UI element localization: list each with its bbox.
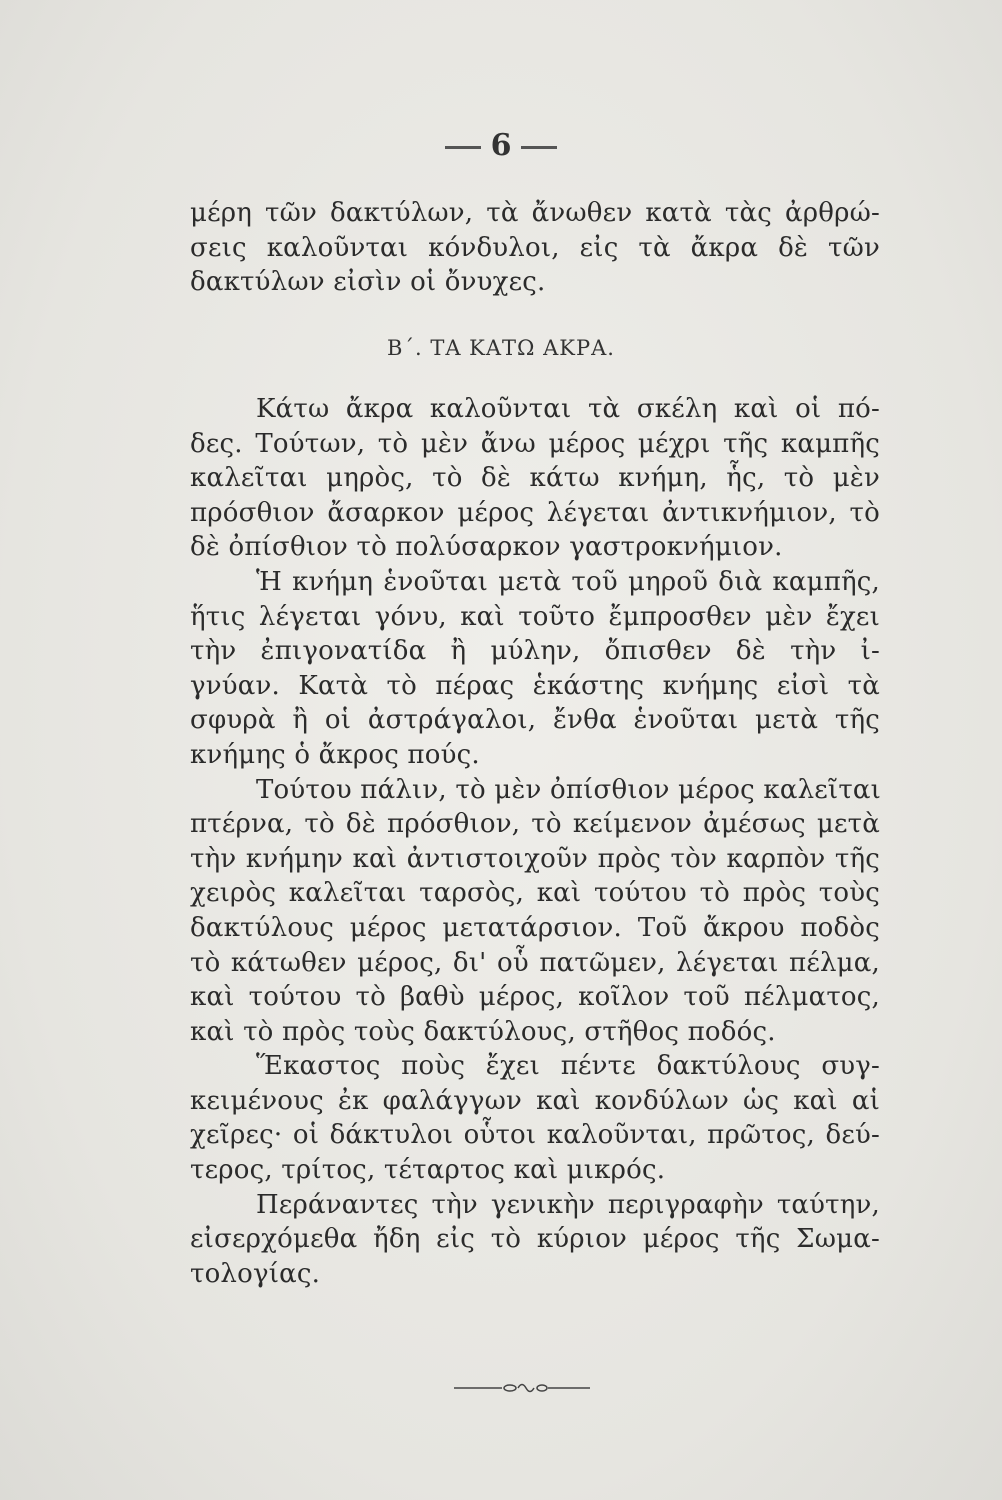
page-number-right-dash [521,146,557,149]
section-heading: Β΄. ΤΑ ΚΑΤΩ ΑΚΡΑ. [387,336,615,360]
text-line: γνύαν. Κατὰ τὸ πέρας ἑκάστης κνήμης εἰσὶ τὰ [190,670,880,701]
text-line: πρόσθιον ἄσαρκον μέρος λέγεται ἀντικνήμιον, τὸ [190,497,880,528]
text-line: τερος, τρίτος, τέταρτος καὶ μικρός. [190,1155,666,1186]
text-line: Τούτου πάλιν, τὸ μὲν ὀπίσθιον μέρος καλεῖται [256,774,882,805]
text-line: Κάτω ἄκρα καλοῦνται τὰ σκέλη καὶ οἱ πό- [256,394,880,424]
text-line: μέρη τῶν δακτύλων, τὰ ἄνωθεν κατὰ τὰς ἀρθρώ- [190,198,880,228]
text-line: ἥτις λέγεται γόνυ, καὶ τοῦτο ἔμπροσθεν μὲν ἔχει [190,601,880,632]
text-line: δὲ ὀπίσθιον τὸ πολύσαρκον γαστροκνήμιον. [190,532,783,563]
text-line: Περάναντες τὴν γενικὴν περιγραφὴν ταύτην, [256,1189,880,1220]
text-line: χεῖρες· οἱ δάκτυλοι οὗτοι καλοῦνται, πρῶτος, δεύ- [190,1120,880,1151]
text-line: χειρὸς καλεῖται ταρσὸς, καὶ τούτου τὸ πρὸς τοὺς [190,878,880,909]
text-line: Ἡ κνήμη ἑνοῦται μετὰ τοῦ μηροῦ διὰ καμπῆς, [256,566,880,597]
text-line: τὸ κάτωθεν μέρος, δι' οὗ πατῶμεν, λέγεται πέλμα, [190,947,880,978]
paragraph-fingers-continuation [190,196,880,300]
text-line: σφυρὰ ἢ οἱ ἀστράγαλοι, ἔνθα ἑνοῦται μετὰ τῆς [190,705,880,736]
text-line: κειμένους ἐκ φαλάγγων καὶ κονδύλων ὡς καὶ αἱ [190,1085,880,1116]
text-line: Ἕκαστος ποὺς ἔχει πέντε δακτύλους συγ- [256,1051,880,1082]
text-line: τὴν ἐπιγονατίδα ἢ μύλην, ὄπισθεν δὲ τὴν ἰ- [190,636,880,667]
text-line: τολογίας. [190,1258,321,1289]
text-line: κνήμης ὁ ἄκρος πούς. [190,739,480,770]
text-line: τὴν κνήμην καὶ ἀντιστοιχοῦν πρὸς τὸν καρπὸν τῆς [190,843,880,874]
text-line: πτέρνα, τὸ δὲ πρόσθιον, τὸ κείμενον ἀμέσως μετὰ [190,809,880,840]
page-number-left-dash [445,146,481,149]
end-ornament-icon [452,1378,592,1398]
text-line: καὶ τούτου τὸ βαθὺ μέρος, κοῖλον τοῦ πέλματος, [190,982,880,1013]
page-number-value: 6 [490,128,512,163]
text-line: καλεῖται μηρὸς, τὸ δὲ κάτω κνήμη, ἧς, τὸ μὲν [190,463,880,494]
text-line: εἰσερχόμεθα ἤδη εἰς τὸ κύριον μέρος τῆς Σωμα- [190,1224,880,1255]
section-body [190,392,880,1291]
text-line: καὶ τὸ πρὸς τοὺς δακτύλους, στῆθος ποδός. [190,1016,776,1047]
page-number [0,128,1002,163]
text-line: δακτύλους μέρος μετατάρσιον. Τοῦ ἄκρου ποδὸς [190,912,880,943]
text-line: δες. Τούτων, τὸ μὲν ἄνω μέρος μέχρι τῆς καμπῆς [190,428,880,459]
text-line: σεις καλοῦνται κόνδυλοι, εἰς τὰ ἄκρα δὲ τῶν [190,232,880,263]
text-line: δακτύλων εἰσὶν οἱ ὄνυχες. [190,267,546,298]
